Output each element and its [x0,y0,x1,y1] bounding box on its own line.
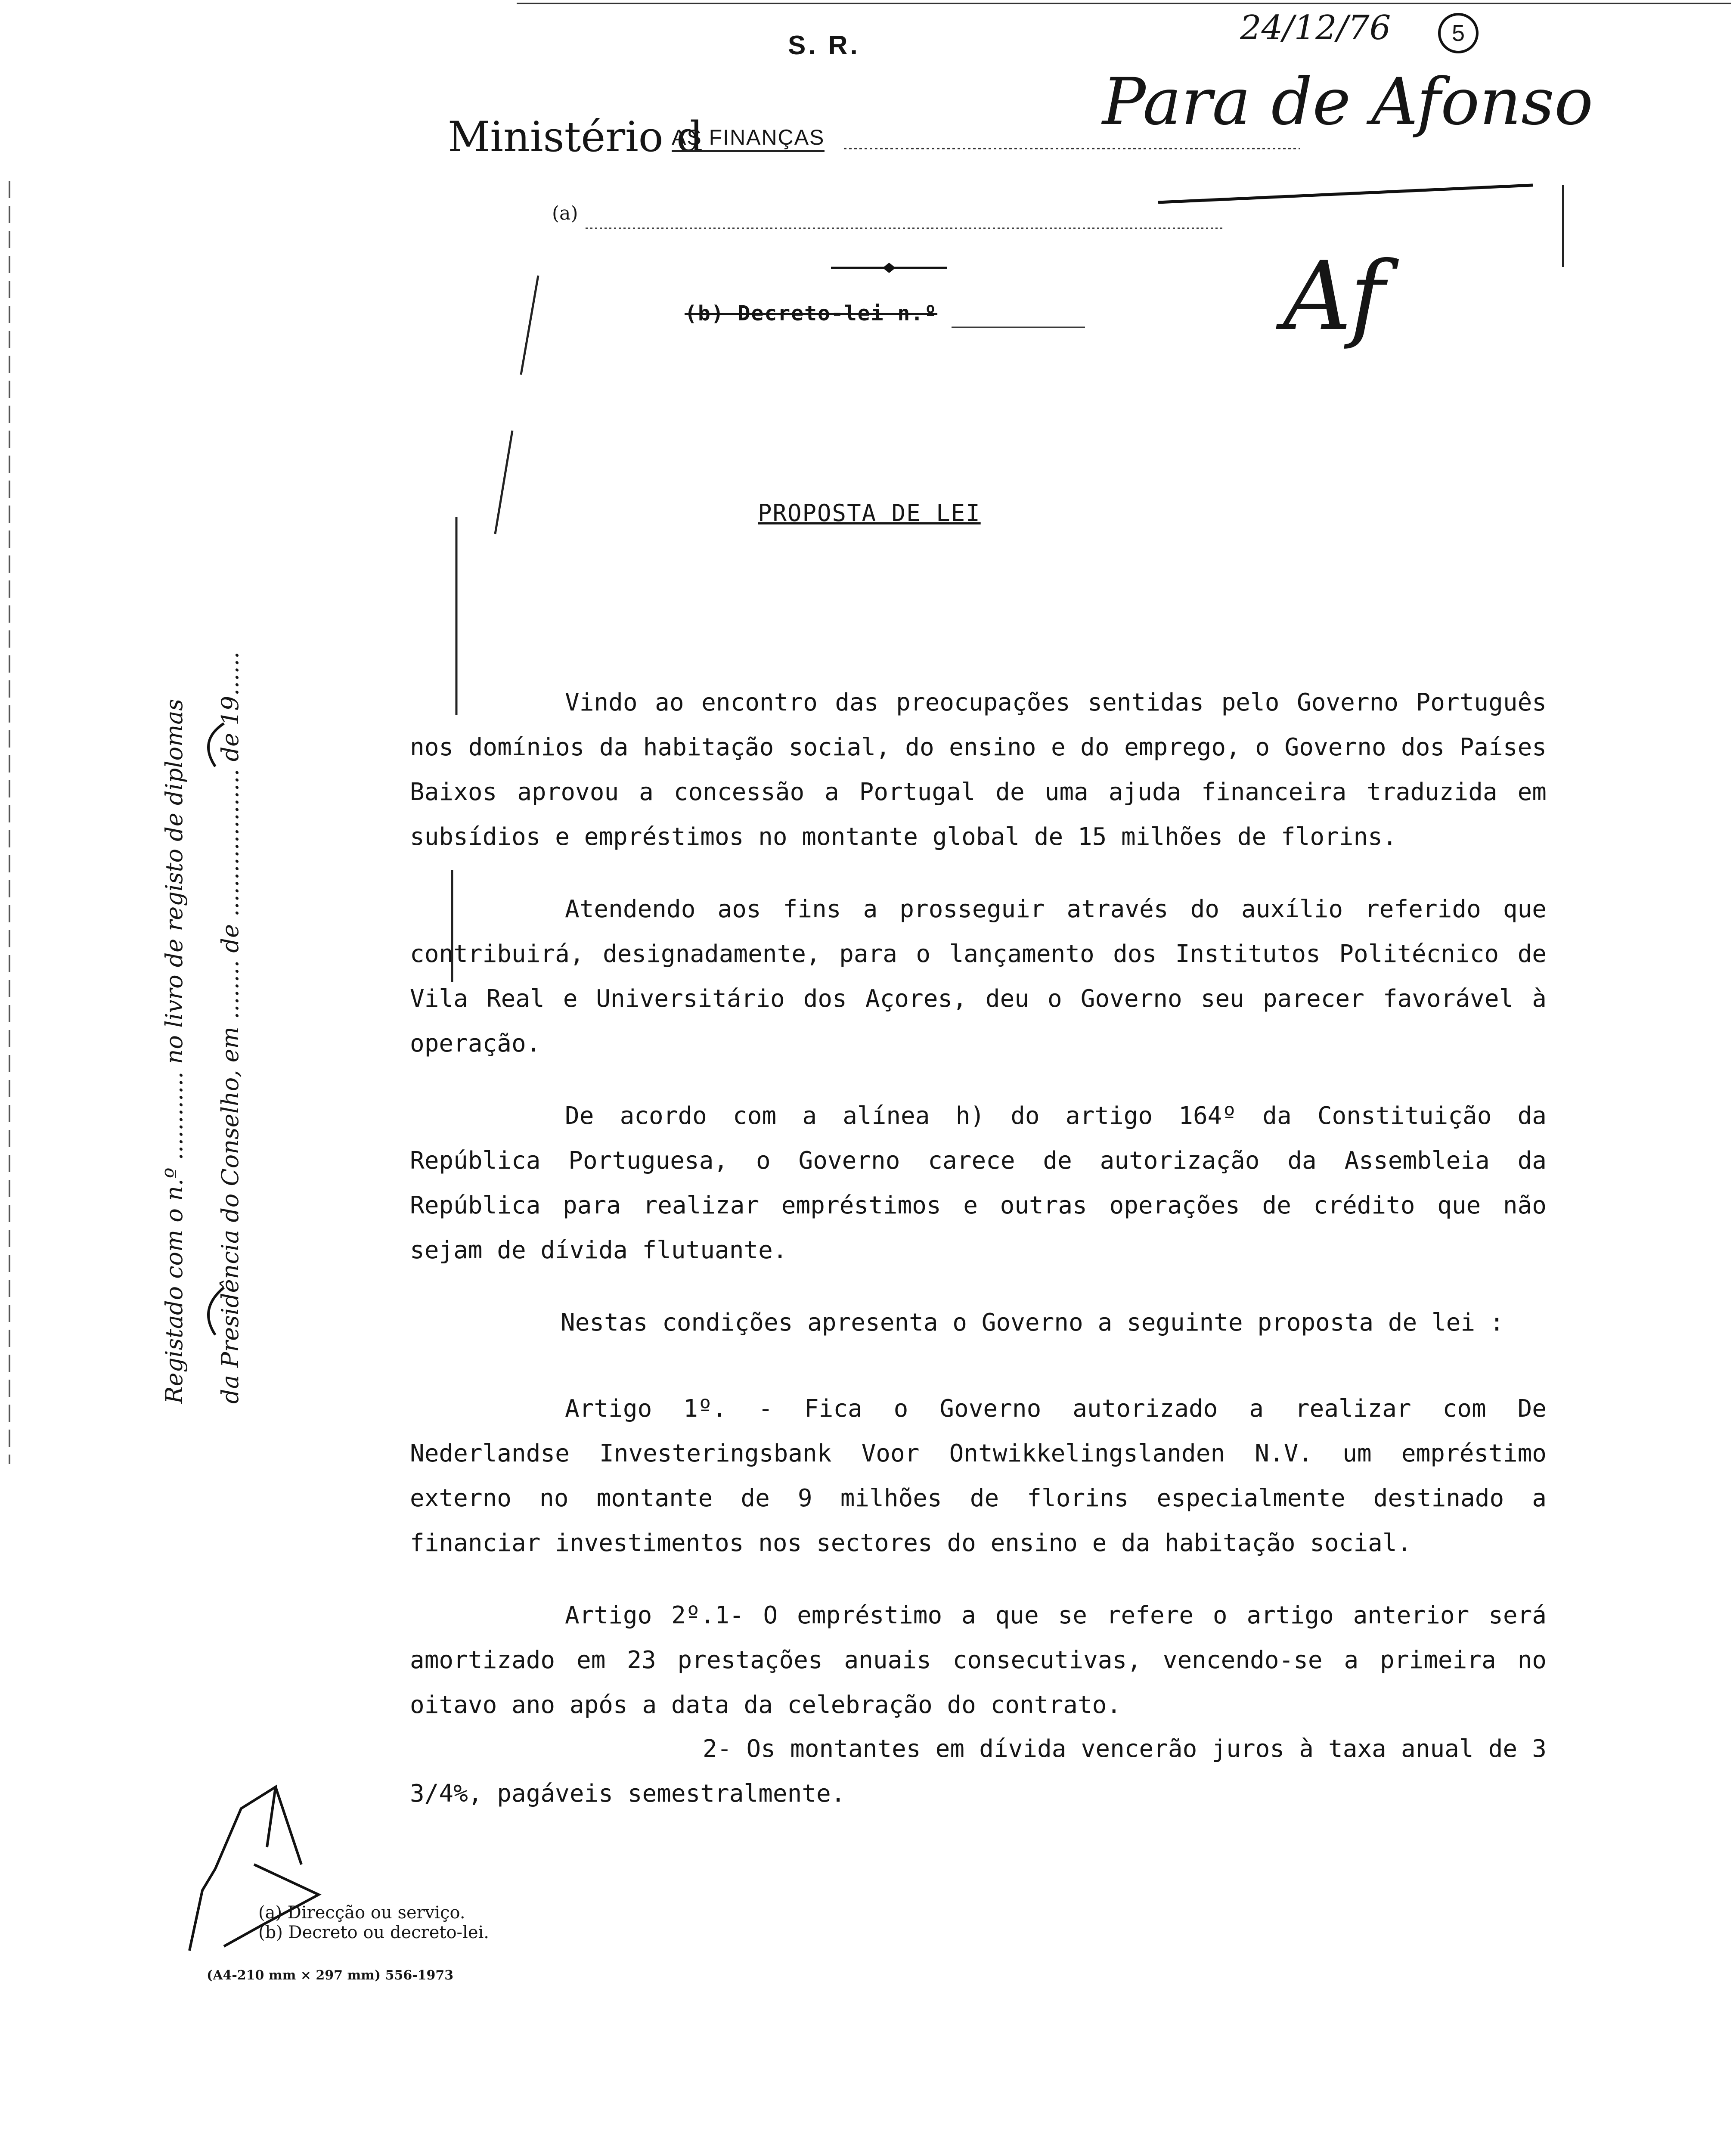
paragraph-3: De acordo com a alínea h) do artigo 164º da Constituição da República Portuguesa, o Governo carece de autorização da Assembleia da República para realizar empréstimos e outras operações de crédito que não sejam de dívida flutuante. [410,1102,1561,1264]
registration-margin-note [146,456,258,1404]
registration-line-2: da Presidência do Conselho, em ........ de .................... de 19...... [217,651,244,1404]
handwritten-date: 24/12/76 [1240,9,1391,47]
paragraph-1: Vindo ao encontro das preocupações sentidas pelo Governo Português nos domínios da habitação social, do ensino e do emprego, o Governo dos Países Baixos aprovou a concessão a Portugal de uma ajuda financeira traduzida em subsídios e empréstimos no montante global de 15 milhões de florins. [410,689,1561,851]
department-name: AS FINANÇAS [672,125,825,152]
paragraph-2: Atendendo aos fins a prosseguir através do auxílio referido que contribuirá, designadamente, para o lançamento dos Institutos Politécnico de Vila Real e Universitário dos Açores, deu o Governo seu parecer favorável à operação. [410,895,1561,1058]
article-1: Artigo 1º. - Fica o Governo autorizado a realizar com De Nederlandse Investeringsbank Voor Ontwikkelingslanden N.V. um empréstimo externo no montante de 9 milhões de florins especialmente destinado a financiar investimentos nos sectores do ensino e da habitação social. [410,1395,1561,1557]
republic-seal-label: S. R. [788,31,860,60]
registration-line-1: Registado com o n.º ............ no livro de registo de diplomas [161,698,188,1404]
footnote-a: (a) Direcção ou serviço. [258,1903,465,1923]
handwritten-circled-number: 5 [1438,13,1479,53]
ornament-diamond [883,263,896,273]
margin-slash [495,276,538,534]
paragraph-4: Nestas condições apresenta o Governo a seguinte proposta de lei : [561,1309,1504,1337]
handwritten-rule [1158,185,1533,202]
field-a-label: (a) [552,202,578,224]
handwritten-note: Para de Afonso [1102,65,1593,140]
page-title: PROPOSTA DE LEI [758,499,981,527]
paper-format-note: (A4-210 mm × 297 mm) 556-1973 [207,1968,454,1983]
footnote-b: (b) Decreto ou decreto-lei. [258,1923,490,1942]
handwritten-initials: Af [1283,241,1385,351]
decree-label: (b) Decreto-lei n.º [685,301,938,326]
ministry-name: Ministério d [448,113,703,161]
article-2-item-1: Artigo 2º.1- O empréstimo a que se refere o artigo anterior será amortizado em 23 prestações anuais consecutivas, vencendo-se a primeira no oitavo ano após a data da celebração do contrato. [410,1601,1561,1719]
article-2-item-2: 2- Os montantes em dívida vencerão juros à taxa anual de 3 3/4%, pagáveis semestralmente. [410,1735,1561,1808]
